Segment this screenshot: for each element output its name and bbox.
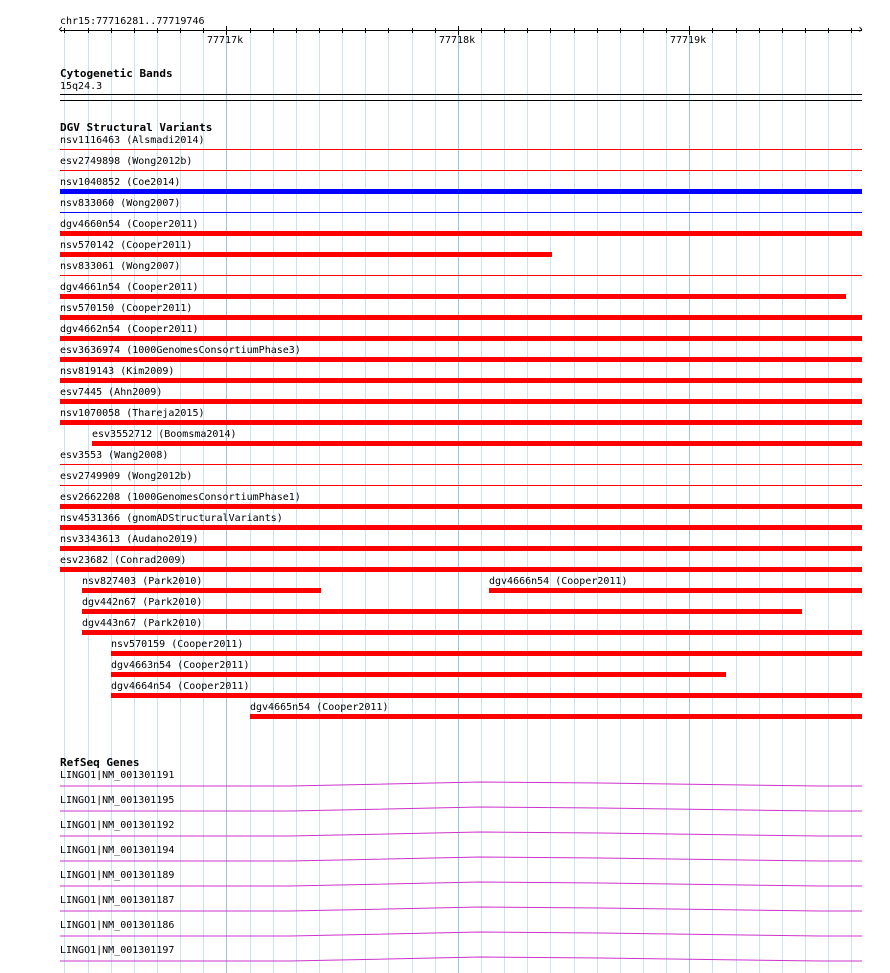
variant-label: nsv3343613 (Audano2019) — [60, 534, 199, 545]
cytoband-line-bottom — [60, 100, 862, 101]
variant-label: dgv4661n54 (Cooper2011) — [60, 282, 199, 293]
deletion-variant-bar[interactable] — [111, 672, 726, 677]
ruler-minor-tick — [157, 28, 158, 33]
variant-label: esv2749909 (Wong2012b) — [60, 471, 193, 482]
variant-label: dgv4663n54 (Cooper2011) — [111, 660, 250, 671]
refseq-track-title: RefSeq Genes — [60, 756, 140, 769]
gene-intron-path — [60, 907, 862, 911]
ruler-major-tick — [226, 26, 227, 35]
deletion-variant-bar[interactable] — [82, 609, 802, 614]
deletion-variant-bar[interactable] — [60, 420, 862, 425]
ruler-minor-tick — [203, 28, 204, 33]
variant-label: esv3636974 (1000GenomesConsortiumPhase3) — [60, 345, 301, 356]
gene-label: LINGO1|NM_001301187 — [60, 895, 175, 906]
ruler-minor-tick — [481, 28, 482, 33]
deletion-variant-bar[interactable] — [60, 504, 862, 509]
gene-intron-line[interactable] — [60, 831, 862, 839]
ruler-minor-tick — [712, 28, 713, 33]
gene-intron-path — [60, 882, 862, 886]
deletion-variant-bar[interactable] — [60, 464, 862, 465]
gene-intron-line[interactable] — [60, 781, 862, 789]
deletion-variant-bar[interactable] — [60, 275, 862, 276]
variant-label: dgv4660n54 (Cooper2011) — [60, 219, 199, 230]
ruler-minor-tick — [851, 28, 852, 33]
gene-intron-line[interactable] — [60, 956, 862, 964]
variant-label: esv2749898 (Wong2012b) — [60, 156, 193, 167]
deletion-variant-bar[interactable] — [60, 378, 862, 383]
ruler-minor-tick — [435, 28, 436, 33]
deletion-variant-bar[interactable] — [250, 714, 862, 719]
variant-label: esv2662208 (1000GenomesConsortiumPhase1) — [60, 492, 301, 503]
ruler-minor-tick — [643, 28, 644, 33]
ruler-minor-tick — [805, 28, 806, 33]
variant-label: nsv827403 (Park2010) — [82, 576, 203, 587]
deletion-variant-bar[interactable] — [60, 231, 862, 236]
deletion-variant-bar[interactable] — [60, 357, 862, 362]
dgv-track-title: DGV Structural Variants — [60, 121, 213, 134]
deletion-variant-bar[interactable] — [111, 693, 862, 698]
ruler-minor-tick — [527, 28, 528, 33]
gene-intron-path — [60, 857, 862, 861]
gene-intron-line[interactable] — [60, 906, 862, 914]
gene-label: LINGO1|NM_001301195 — [60, 795, 175, 806]
gene-label: LINGO1|NM_001301197 — [60, 945, 175, 956]
deletion-variant-bar[interactable] — [60, 170, 862, 171]
variant-label: dgv4666n54 (Cooper2011) — [489, 576, 628, 587]
variant-label: nsv570142 (Cooper2011) — [60, 240, 193, 251]
variant-label: nsv1116463 (Alsmadi2014) — [60, 135, 205, 146]
variant-label: nsv833061 (Wong2007) — [60, 261, 181, 272]
deletion-variant-bar[interactable] — [60, 485, 862, 486]
duplication-variant-bar[interactable] — [60, 189, 862, 194]
deletion-variant-bar[interactable] — [60, 149, 862, 150]
deletion-variant-bar[interactable] — [60, 252, 552, 257]
ruler-minor-tick — [759, 28, 760, 33]
ruler-minor-tick — [666, 28, 667, 33]
ruler-tick-label: 77719k — [670, 35, 707, 46]
ruler-tick-label: 77717k — [207, 35, 244, 46]
variant-label: dgv4665n54 (Cooper2011) — [250, 702, 389, 713]
ruler-minor-tick — [342, 28, 343, 33]
ruler-minor-tick — [111, 28, 112, 33]
variant-label: dgv4664n54 (Cooper2011) — [111, 681, 250, 692]
gene-intron-line[interactable] — [60, 856, 862, 864]
gene-intron-line[interactable] — [60, 931, 862, 939]
ruler-minor-tick — [273, 28, 274, 33]
gene-intron-line[interactable] — [60, 806, 862, 814]
deletion-variant-bar[interactable] — [111, 651, 862, 656]
region-label: chr15:77716281..77719746 — [60, 16, 205, 27]
variant-label: dgv443n67 (Park2010) — [82, 618, 203, 629]
variant-label: dgv4662n54 (Cooper2011) — [60, 324, 199, 335]
cytoband-label: 15q24.3 — [60, 81, 103, 92]
cytoband-line-top — [60, 94, 862, 95]
right-arrow-icon: › — [857, 22, 865, 36]
gene-intron-line[interactable] — [60, 881, 862, 889]
variant-label: nsv833060 (Wong2007) — [60, 198, 181, 209]
variant-label: esv23682 (Conrad2009) — [60, 555, 187, 566]
left-arrow-icon: ‹ — [57, 22, 65, 36]
ruler-minor-tick — [574, 28, 575, 33]
variant-label: esv7445 (Ahn2009) — [60, 387, 163, 398]
variant-label: esv3552712 (Boomsma2014) — [92, 429, 237, 440]
ruler-minor-tick — [550, 28, 551, 33]
ruler-major-tick — [689, 26, 690, 35]
ruler-minor-tick — [388, 28, 389, 33]
gene-intron-path — [60, 807, 862, 811]
gene-label: LINGO1|NM_001301189 — [60, 870, 175, 881]
gene-intron-path — [60, 832, 862, 836]
ruler-minor-tick — [319, 28, 320, 33]
ruler-tick-label: 77718k — [439, 35, 476, 46]
ruler-minor-tick — [736, 28, 737, 33]
deletion-variant-bar[interactable] — [60, 294, 846, 299]
deletion-variant-bar[interactable] — [60, 525, 862, 530]
variant-label: nsv819143 (Kim2009) — [60, 366, 175, 377]
gene-intron-path — [60, 932, 862, 936]
variant-label: nsv1070058 (Thareja2015) — [60, 408, 205, 419]
variant-label: dgv442n67 (Park2010) — [82, 597, 203, 608]
deletion-variant-bar[interactable] — [60, 315, 862, 320]
variant-label: nsv4531366 (gnomADStructuralVariants) — [60, 513, 283, 524]
gene-intron-path — [60, 957, 862, 961]
ruler-minor-tick — [597, 28, 598, 33]
deletion-variant-bar[interactable] — [82, 630, 862, 635]
ruler-minor-tick — [64, 28, 65, 33]
deletion-variant-bar[interactable] — [60, 546, 862, 551]
cytoband-track-title: Cytogenetic Bands — [60, 67, 173, 80]
ruler-minor-tick — [828, 28, 829, 33]
deletion-variant-bar[interactable] — [82, 588, 321, 593]
duplication-variant-bar[interactable] — [60, 212, 862, 213]
ruler-minor-tick — [296, 28, 297, 33]
deletion-variant-bar[interactable] — [60, 567, 862, 572]
ruler-minor-tick — [250, 28, 251, 33]
deletion-variant-bar[interactable] — [489, 588, 862, 593]
deletion-variant-bar[interactable] — [92, 441, 862, 446]
variant-label: esv3553 (Wang2008) — [60, 450, 169, 461]
ruler-minor-tick — [504, 28, 505, 33]
ruler-minor-tick — [365, 28, 366, 33]
gene-intron-path — [60, 782, 862, 786]
gene-label: LINGO1|NM_001301194 — [60, 845, 175, 856]
ruler-minor-tick — [412, 28, 413, 33]
variant-label: nsv570150 (Cooper2011) — [60, 303, 193, 314]
ruler-minor-tick — [180, 28, 181, 33]
ruler-minor-tick — [134, 28, 135, 33]
gene-label: LINGO1|NM_001301192 — [60, 820, 175, 831]
deletion-variant-bar[interactable] — [60, 399, 862, 404]
ruler-minor-tick — [620, 28, 621, 33]
ruler-minor-tick — [782, 28, 783, 33]
ruler-minor-tick — [88, 28, 89, 33]
variant-label: nsv1040852 (Coe2014) — [60, 177, 181, 188]
gene-label: LINGO1|NM_001301186 — [60, 920, 175, 931]
gene-label: LINGO1|NM_001301191 — [60, 770, 175, 781]
deletion-variant-bar[interactable] — [60, 336, 862, 341]
variant-label: nsv570159 (Cooper2011) — [111, 639, 244, 650]
ruler-major-tick — [458, 26, 459, 35]
